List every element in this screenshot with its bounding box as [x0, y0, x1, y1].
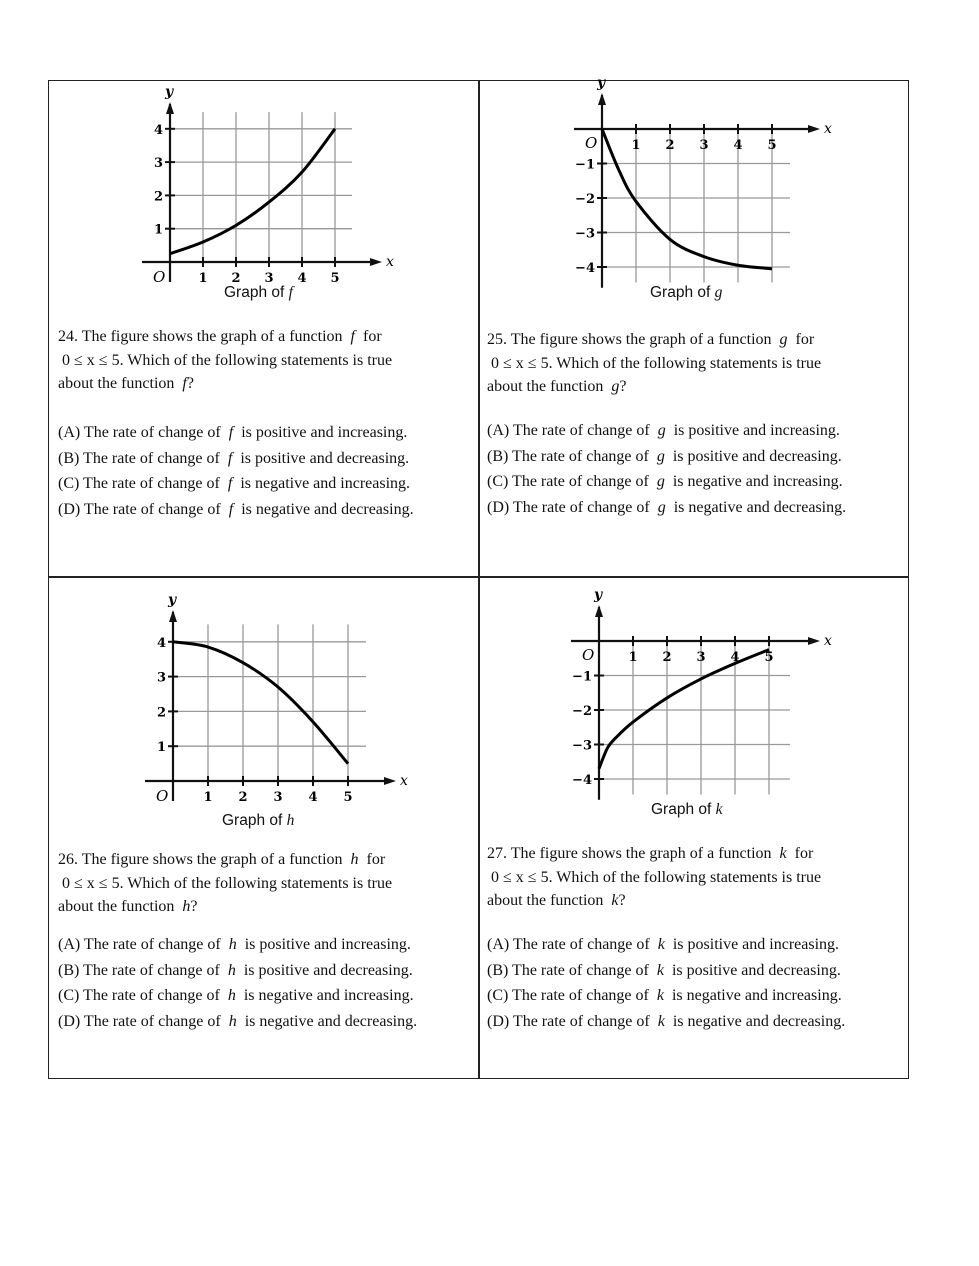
x-tick-label: 3: [696, 650, 706, 665]
choice-text: is positive and increasing.: [241, 424, 408, 441]
x-tick-label: 4: [733, 138, 743, 153]
caption-variable: f: [288, 284, 293, 301]
y-tick-label: 3: [153, 156, 163, 172]
x-tick-label: 5: [343, 790, 353, 805]
choice-text: is negative and decreasing.: [672, 1012, 846, 1030]
choice-text: (D) The rate of change of: [58, 500, 221, 518]
question-domain-text: 0 ≤ x ≤ 5. Which of the following statements is true: [62, 874, 393, 892]
answer-choice-b[interactable]: [487, 444, 846, 470]
function-curve-k: [599, 650, 769, 769]
choice-text: (C) The rate of change of: [487, 987, 649, 1005]
question-variable: g: [779, 331, 788, 348]
x-tick-label: 1: [198, 271, 208, 286]
question-text: for: [795, 331, 815, 348]
choice-text: (D) The rate of change of: [58, 1012, 221, 1030]
caption-variable: g: [714, 284, 723, 301]
question-mark: ?: [618, 892, 626, 909]
answer-choices: [487, 932, 845, 1034]
question-text: about the function: [58, 375, 175, 392]
choice-variable: h: [228, 1012, 237, 1030]
choice-text: is negative and increasing.: [671, 987, 842, 1005]
question-text: The figure shows the graph of a function: [81, 328, 343, 345]
y-axis-label: y: [597, 75, 606, 91]
choice-variable: f: [227, 475, 233, 493]
question-domain-text: 0 ≤ x ≤ 5. Which of the following statements is true: [62, 351, 393, 369]
choice-text: (A) The rate of change of: [58, 424, 221, 441]
graph-caption: [222, 812, 294, 830]
x-tick-label: 3: [273, 790, 283, 805]
x-tick-label: 4: [297, 271, 307, 286]
x-tick-label: 2: [665, 138, 675, 153]
question-number: 24.: [58, 328, 78, 345]
x-tick-label: 2: [231, 271, 241, 286]
y-axis-arrow-icon: [595, 605, 603, 617]
y-tick-label: −3: [575, 226, 595, 242]
choice-variable: f: [228, 424, 234, 441]
y-axis-label: y: [594, 587, 603, 603]
question-variable: h: [182, 898, 191, 915]
choice-text: (B) The rate of change of: [487, 447, 649, 465]
y-tick-label: 2: [156, 705, 166, 721]
choice-text: is negative and decreasing.: [673, 498, 847, 516]
choice-text: (C) The rate of change of: [58, 475, 220, 493]
function-curve-h: [173, 642, 348, 764]
choice-text: (B) The rate of change of: [58, 961, 220, 979]
x-tick-label: 4: [308, 790, 318, 805]
question-number: 26.: [58, 851, 78, 868]
choice-text: is negative and decreasing.: [241, 500, 414, 518]
answer-choices: [487, 418, 846, 520]
choice-variable: k: [657, 936, 665, 953]
graph-g: [574, 75, 832, 288]
x-axis-label: x: [386, 254, 394, 270]
choice-text: is positive and increasing.: [673, 422, 840, 439]
answer-choice-c[interactable]: [487, 983, 845, 1009]
answer-choice-a[interactable]: [58, 932, 417, 958]
choice-text: is positive and decreasing.: [672, 447, 842, 465]
y-tick-label: 1: [156, 740, 166, 756]
question-variable: f: [182, 375, 187, 392]
choice-variable: g: [656, 447, 665, 465]
choice-text: is positive and decreasing.: [243, 961, 413, 979]
graph-caption: [650, 284, 722, 302]
choice-text: (C) The rate of change of: [487, 473, 649, 491]
y-axis-label: y: [168, 592, 177, 608]
question-variable: h: [350, 851, 359, 868]
question-27: [487, 842, 821, 913]
y-axis-arrow-icon: [598, 93, 606, 105]
x-tick-label: 5: [330, 271, 340, 286]
caption-text: Graph of: [651, 801, 712, 818]
x-tick-label: 5: [767, 138, 777, 153]
choice-text: (B) The rate of change of: [487, 961, 649, 979]
choice-variable: k: [656, 961, 664, 979]
y-tick-label: −3: [572, 738, 592, 754]
choice-text: is negative and increasing.: [672, 473, 843, 491]
answer-choices: [58, 420, 414, 522]
question-text: The figure shows the graph of a function: [510, 331, 772, 348]
y-tick-label: −1: [572, 669, 592, 685]
question-mark: ?: [619, 378, 627, 395]
y-axis-label: y: [165, 84, 174, 100]
question-text: for: [794, 845, 814, 862]
choice-text: (D) The rate of change of: [487, 498, 650, 516]
choice-variable: h: [227, 987, 236, 1005]
y-tick-label: −1: [575, 157, 595, 173]
question-variable: g: [611, 378, 620, 395]
question-domain-text: 0 ≤ x ≤ 5. Which of the following statements is true: [491, 868, 822, 886]
choice-variable: h: [228, 936, 237, 953]
question-text: for: [366, 851, 386, 868]
answer-choice-a[interactable]: [487, 932, 845, 958]
function-curve-g: [602, 129, 772, 269]
answer-choice-a[interactable]: [58, 420, 414, 446]
choice-variable: k: [656, 987, 664, 1005]
x-axis-label: x: [824, 633, 832, 649]
x-tick-label: 3: [264, 271, 274, 286]
choice-text: (C) The rate of change of: [58, 987, 220, 1005]
choice-text: (B) The rate of change of: [58, 449, 220, 467]
x-tick-label: 3: [699, 138, 709, 153]
x-axis-arrow-icon: [808, 125, 820, 133]
origin-label: O: [585, 134, 598, 152]
question-text: The figure shows the graph of a function: [81, 851, 343, 868]
choice-text: is negative and increasing.: [240, 475, 411, 493]
x-axis-arrow-icon: [808, 637, 820, 645]
answer-choice-d[interactable]: [58, 1009, 417, 1035]
choice-text: (A) The rate of change of: [487, 936, 650, 953]
y-tick-label: 4: [153, 122, 163, 138]
answer-choice-b[interactable]: [58, 446, 414, 472]
choice-text: (A) The rate of change of: [58, 936, 221, 953]
graph-f: [142, 84, 394, 286]
y-tick-label: 1: [153, 222, 163, 238]
question-number: 27.: [487, 845, 507, 862]
choice-variable: f: [228, 500, 234, 518]
y-tick-label: 2: [153, 189, 163, 205]
choice-variable: g: [657, 498, 666, 516]
x-tick-label: 1: [628, 650, 638, 665]
question-text: about the function: [487, 892, 604, 909]
caption-text: Graph of: [650, 284, 711, 301]
origin-label: O: [153, 268, 166, 286]
choice-variable: k: [657, 1012, 665, 1030]
answer-choice-d[interactable]: [58, 497, 414, 523]
y-tick-label: −2: [575, 192, 595, 207]
question-25: [487, 328, 821, 399]
function-curve-f: [170, 129, 335, 254]
question-variable: k: [611, 892, 619, 909]
choice-text: is negative and increasing.: [243, 987, 414, 1005]
answer-choice-b[interactable]: [487, 958, 845, 984]
question-mark: ?: [190, 898, 198, 915]
graph-k: [571, 587, 832, 800]
x-axis-arrow-icon: [384, 777, 396, 785]
y-tick-label: 4: [156, 635, 166, 651]
choice-text: is positive and decreasing.: [671, 961, 841, 979]
answer-choice-d[interactable]: [487, 1009, 845, 1035]
choice-variable: h: [227, 961, 236, 979]
choice-text: is positive and increasing.: [672, 936, 840, 953]
y-tick-label: −4: [572, 773, 592, 788]
question-text: about the function: [58, 898, 175, 915]
choice-text: (A) The rate of change of: [487, 422, 650, 439]
question-24: [58, 325, 392, 396]
x-axis-arrow-icon: [370, 258, 382, 266]
caption-text: Graph of: [224, 284, 285, 301]
answer-choice-c[interactable]: [58, 983, 417, 1009]
choice-variable: g: [656, 473, 665, 491]
caption-variable: k: [715, 801, 723, 818]
graph-caption: [224, 284, 293, 302]
choice-text: is negative and decreasing.: [244, 1012, 418, 1030]
x-axis-label: x: [400, 773, 408, 789]
graph-caption: [651, 801, 723, 819]
answer-choice-c[interactable]: [487, 469, 846, 495]
origin-label: O: [156, 787, 169, 805]
question-variable: f: [350, 328, 355, 345]
choice-variable: g: [657, 422, 666, 439]
x-axis-label: x: [824, 121, 832, 137]
caption-variable: h: [286, 812, 295, 829]
y-axis-arrow-icon: [169, 610, 177, 622]
y-tick-label: −4: [575, 261, 595, 276]
answer-choice-d[interactable]: [487, 495, 846, 521]
x-tick-label: 5: [764, 650, 774, 665]
x-tick-label: 2: [662, 650, 672, 665]
x-tick-label: 2: [238, 790, 248, 805]
question-text: about the function: [487, 378, 604, 395]
x-tick-label: 1: [203, 790, 213, 805]
y-tick-label: 3: [156, 670, 166, 686]
graph-h: [145, 592, 408, 805]
answer-choice-c[interactable]: [58, 471, 414, 497]
answer-choice-a[interactable]: [487, 418, 846, 444]
question-mark: ?: [186, 375, 194, 392]
answer-choice-b[interactable]: [58, 958, 417, 984]
choice-text: is positive and decreasing.: [240, 449, 410, 467]
question-number: 25.: [487, 331, 507, 348]
answer-choices: [58, 932, 417, 1034]
choice-text: is positive and increasing.: [244, 936, 411, 953]
choice-variable: f: [227, 449, 233, 467]
choice-text: (D) The rate of change of: [487, 1012, 650, 1030]
origin-label: O: [582, 646, 595, 664]
question-text: for: [362, 328, 382, 345]
caption-text: Graph of: [222, 812, 283, 829]
x-tick-label: 4: [730, 650, 740, 665]
question-text: The figure shows the graph of a function: [510, 845, 772, 862]
y-axis-arrow-icon: [166, 102, 174, 114]
x-tick-label: 1: [631, 138, 641, 153]
question-variable: k: [779, 845, 787, 862]
y-tick-label: −2: [572, 704, 592, 719]
question-domain-text: 0 ≤ x ≤ 5. Which of the following statements is true: [491, 354, 822, 372]
question-26: [58, 848, 392, 919]
